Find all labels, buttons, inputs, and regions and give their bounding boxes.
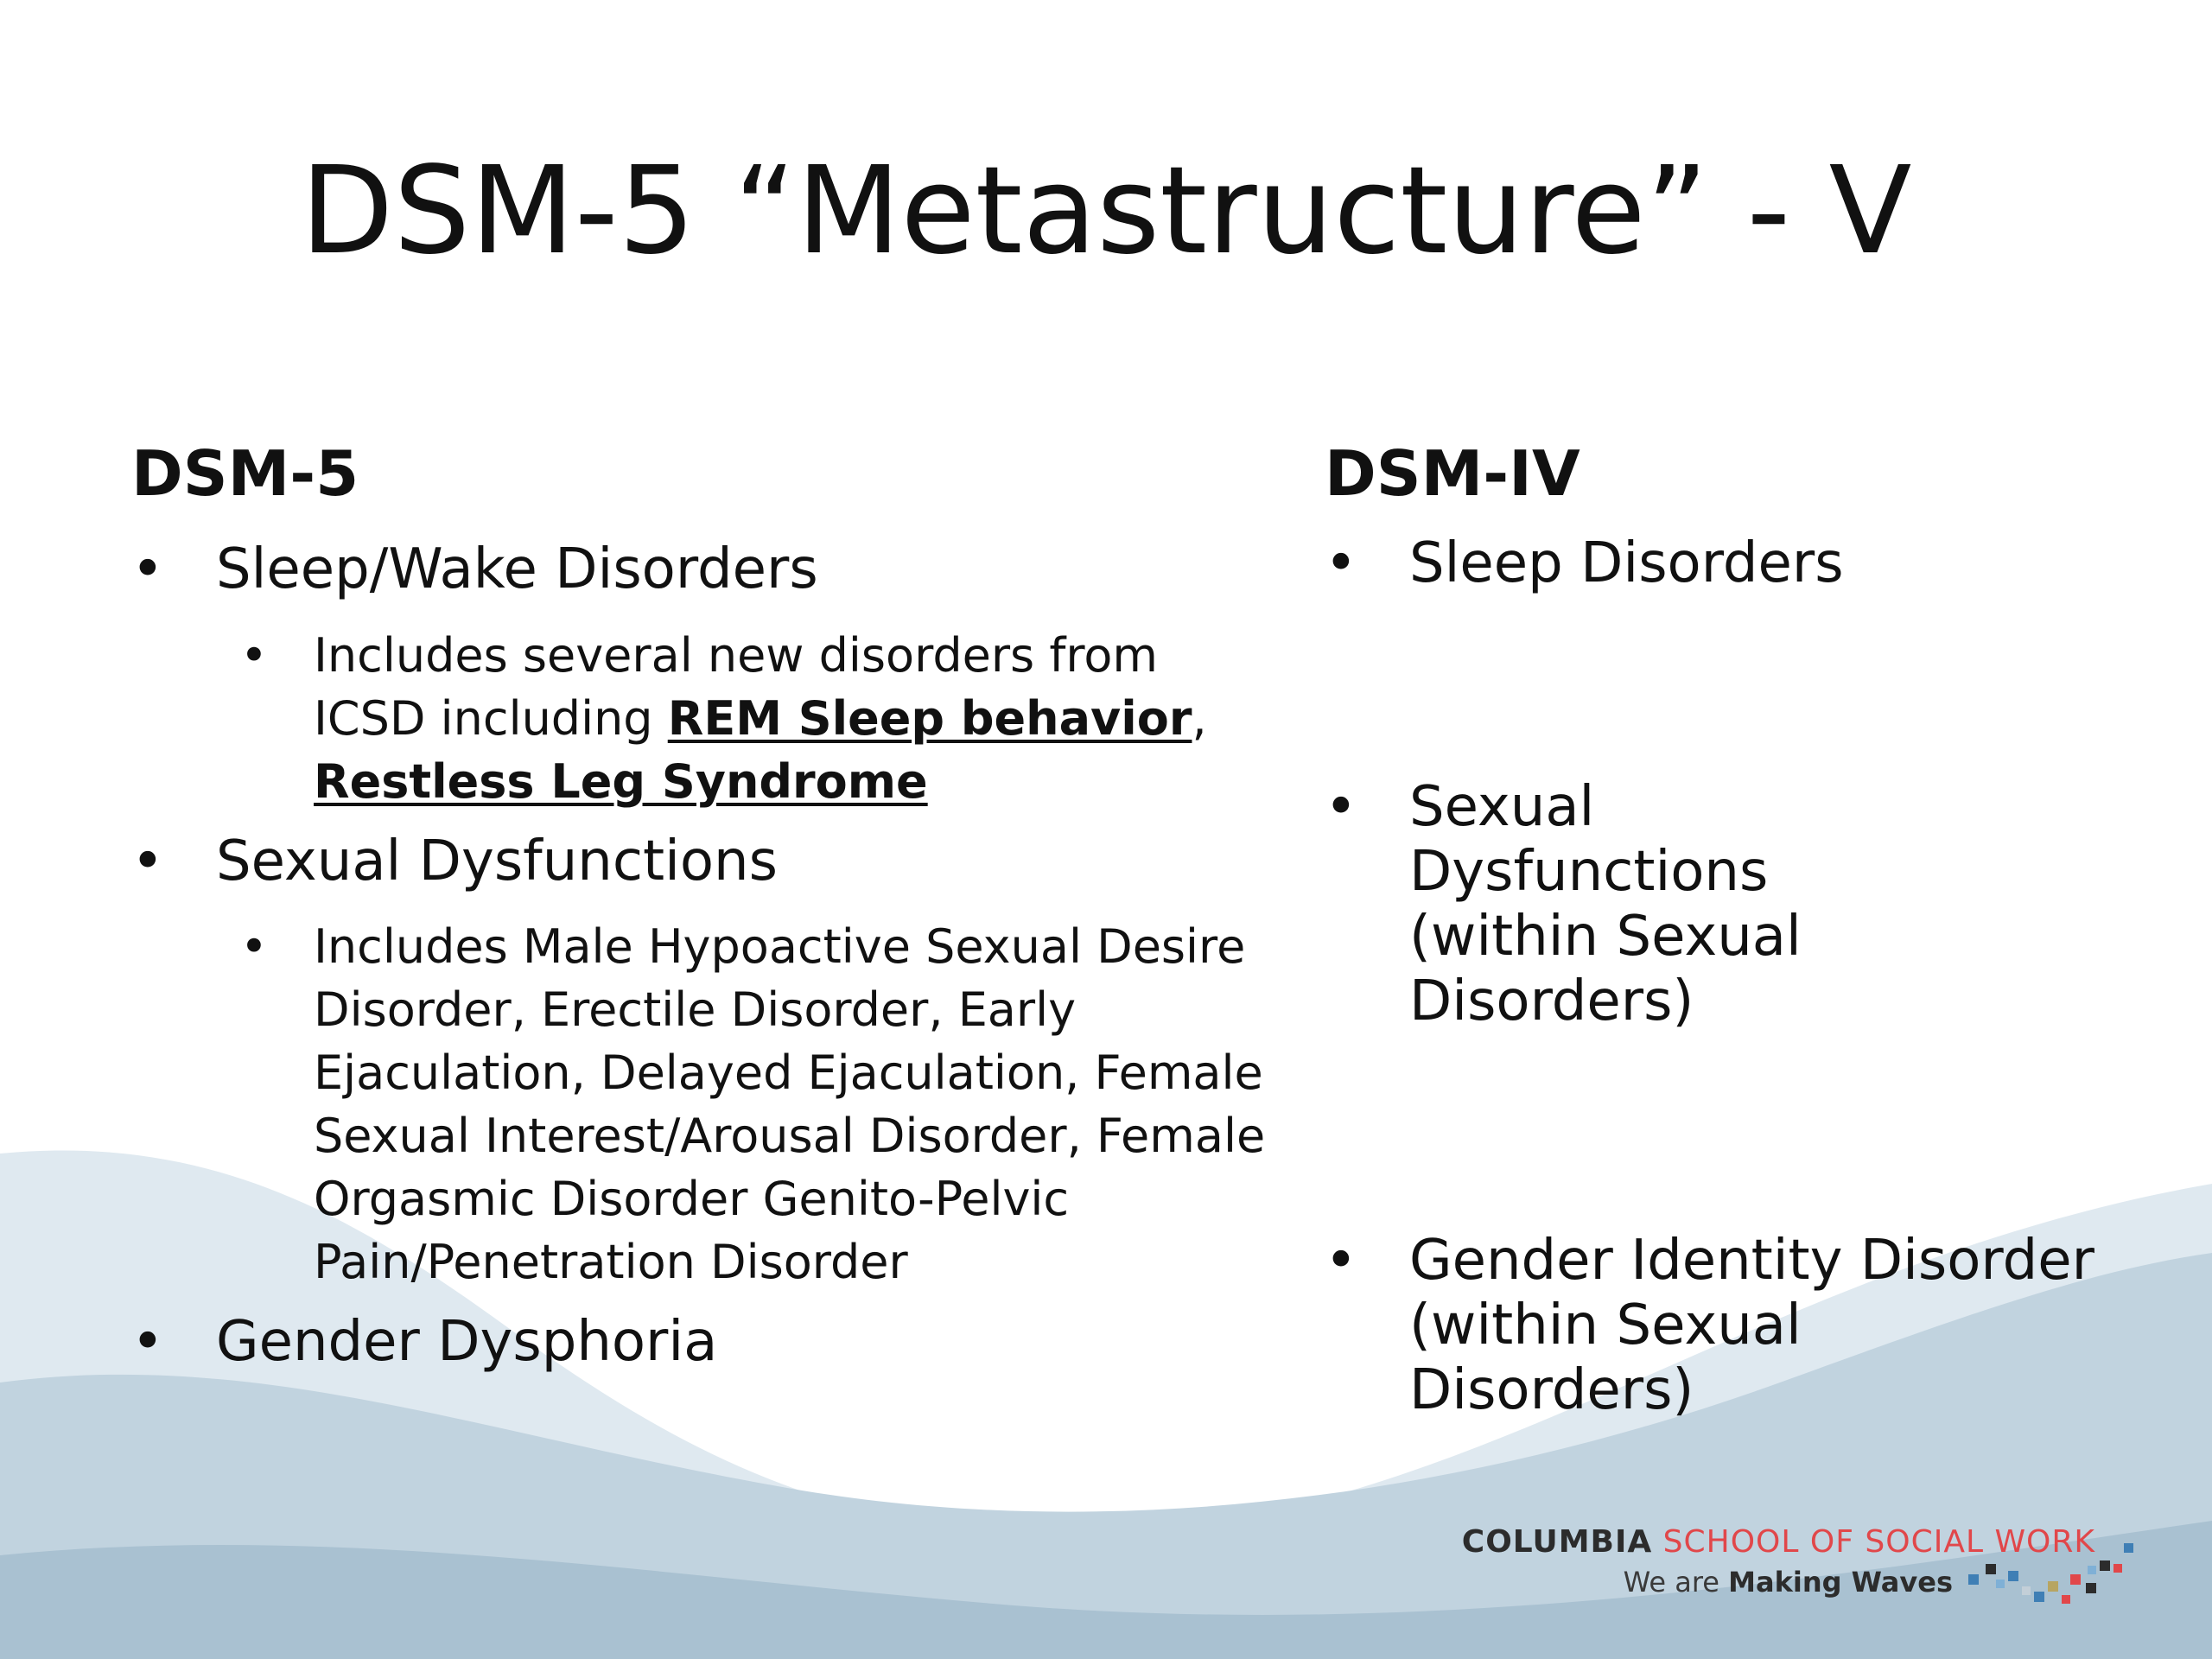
tagline-pre: We are xyxy=(1623,1566,1729,1599)
item-label: Sexual Dysfunctions xyxy=(216,830,778,893)
tagline-bold: Making Waves xyxy=(1728,1566,1953,1599)
bullet-sexual-dysfunctions-dsm4 xyxy=(1325,775,1947,1034)
dsm4-heading: DSM-IV xyxy=(1325,437,1580,510)
sub-bullet-sexual-details xyxy=(131,915,1281,1294)
bullet-dot: • xyxy=(131,537,164,601)
sub-bullet-text: Includes Male Hypoactive Sexual Desire Disorder, Erectile Disorder, Early Ejaculation, Delayed Ejaculation, Female Sexual Interest/Arousal Disorder, Female Orgasmic Disorder Genito-Pelvic Pain/Penetration Disorder xyxy=(314,919,1266,1289)
item-label: Gender Identity Disorder (within Sexual Disorders) xyxy=(1409,1229,2094,1422)
item-label: Sleep/Wake Disorders xyxy=(216,537,818,601)
logo-university: COLUMBIA xyxy=(1461,1524,1653,1560)
item-label: Sleep Disorders xyxy=(1409,531,1844,595)
columbia-social-work-logo xyxy=(1443,1522,2134,1609)
item-label: Gender Dysphoria xyxy=(216,1310,718,1374)
bullet-dot: • xyxy=(1325,531,1357,595)
bullet-dot: • xyxy=(131,1310,164,1374)
bullet-sleep-disorders xyxy=(1325,531,2102,596)
bullet-gender-identity-disorder xyxy=(1325,1229,2102,1423)
logo-school: SCHOOL OF SOCIAL WORK xyxy=(1652,1524,2095,1560)
sub-bullet-text xyxy=(314,624,1207,813)
bullet-gender-dysphoria xyxy=(131,1310,717,1375)
slide-title: DSM-5 “Metastructure” - V xyxy=(300,141,1912,282)
dsm5-heading: DSM-5 xyxy=(131,437,359,510)
bullet-sleep-wake-disorders xyxy=(131,537,818,602)
bullet-dot: • xyxy=(1325,1229,1357,1293)
sub-bullet-dot: • xyxy=(240,919,268,974)
item-label: Sexual Dysfunctions (within Sexual Disorders) xyxy=(1409,775,1802,1033)
rem-sleep-behavior-term: REM Sleep behavior xyxy=(667,691,1192,746)
dsm5-column xyxy=(131,432,1289,1374)
comma: , xyxy=(1192,691,1207,746)
bullet-sexual-dysfunctions xyxy=(131,830,778,894)
logo-tagline xyxy=(1624,1564,1953,1600)
restless-leg-syndrome-term: Restless Leg Syndrome xyxy=(314,754,928,809)
logo-dots-icon xyxy=(1961,1522,2134,1609)
sub-line1: Includes several new disorders from xyxy=(314,628,1159,683)
sub-line2-pre: ICSD including xyxy=(314,691,668,746)
bullet-dot: • xyxy=(131,830,164,893)
sub-bullet-sleep-details xyxy=(131,624,1207,813)
dsm4-column xyxy=(1325,432,2102,1422)
bullet-dot: • xyxy=(1325,775,1357,839)
sub-bullet-dot: • xyxy=(240,628,268,683)
